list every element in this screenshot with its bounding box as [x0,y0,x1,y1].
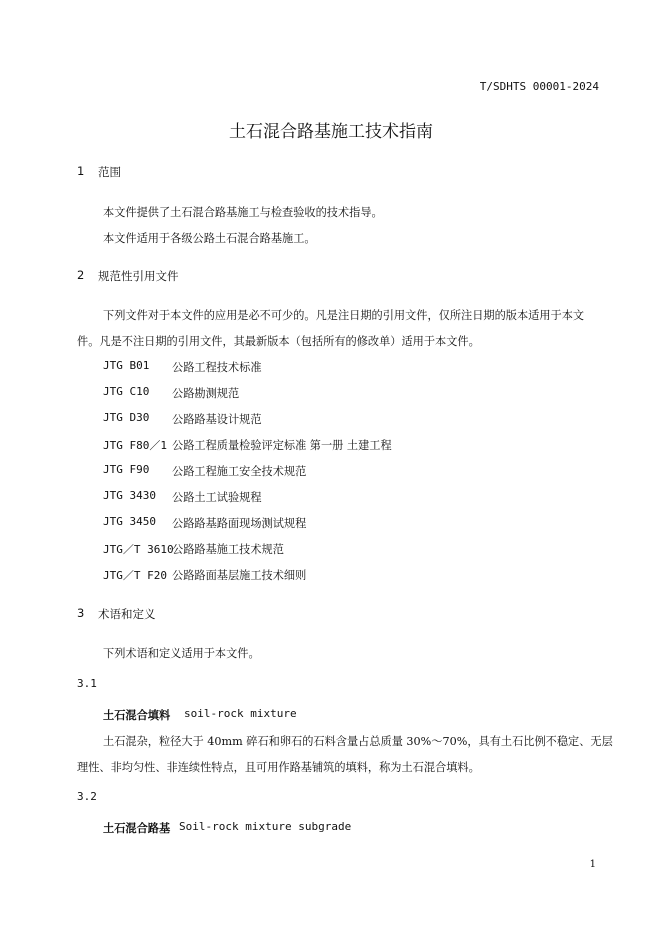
reference-name: 公路路基路面现场测试规程 [172,517,307,530]
reference-code: JTG F80／1 [103,439,167,452]
reference-name: 公路路基设计规范 [172,413,262,426]
paragraph: 本文件适用于各级公路土石混合路基施工。 [103,232,316,245]
term-name-cn: 土石混合路基 [103,822,171,835]
reference-code: JTG B01 [103,359,150,372]
paragraph-line: 下列文件对于本文件的应用是必不可少的。凡是注日期的引用文件，仅所注日期的版本适用于本文 [103,309,585,322]
reference-code: JTG／T F20 [103,569,167,582]
term-name-cn: 土石混合填料 [103,709,171,722]
section-number: 1 [77,164,85,178]
reference-code: JTG 3450 [103,515,156,528]
term-number: 3.2 [77,790,97,803]
reference-code: JTG F90 [103,463,150,476]
document-title: 土石混合路基施工技术指南 [229,122,433,142]
term-number: 3.1 [77,677,97,690]
definition-line: 土石混杂，粒径大于 40mm 碎石和卵石的石料含量占总质量 30%～70%，具有土石比例不稳定、无层 [103,735,613,748]
reference-name: 公路勘测规范 [172,387,240,400]
reference-name: 公路工程施工安全技术规范 [172,465,307,478]
reference-name: 公路工程质量检验评定标准 第一册 土建工程 [172,439,392,452]
section-heading: 术语和定义 [98,607,156,621]
reference-code: JTG C10 [103,385,150,398]
reference-name: 公路路面基层施工技术细则 [172,569,307,582]
section-heading: 规范性引用文件 [98,269,179,283]
section-number: 3 [77,606,85,620]
term-name-en: Soil-rock mixture subgrade [179,820,352,833]
section-number: 2 [77,268,85,282]
section-heading: 范围 [98,165,121,179]
paragraph: 本文件提供了土石混合路基施工与检查验收的技术指导。 [103,206,383,219]
page-number: 1 [589,859,596,870]
reference-name: 公路工程技术标准 [172,361,262,374]
paragraph: 下列术语和定义适用于本文件。 [103,647,260,660]
reference-name: 公路土工试验规程 [172,491,262,504]
term-name-en: soil-rock mixture [184,707,297,720]
paragraph-line: 件。凡是不注日期的引用文件，其最新版本（包括所有的修改单）适用于本文件。 [77,335,480,348]
reference-code: JTG／T 3610 [103,543,174,556]
definition-line: 理性、非均匀性、非连续性特点，且可用作路基铺筑的填料，称为土石混合填料。 [77,761,480,774]
reference-name: 公路路基施工技术规范 [172,543,284,556]
reference-code: JTG D30 [103,411,150,424]
document-number: T/SDHTS 00001-2024 [479,80,599,93]
reference-code: JTG 3430 [103,489,156,502]
